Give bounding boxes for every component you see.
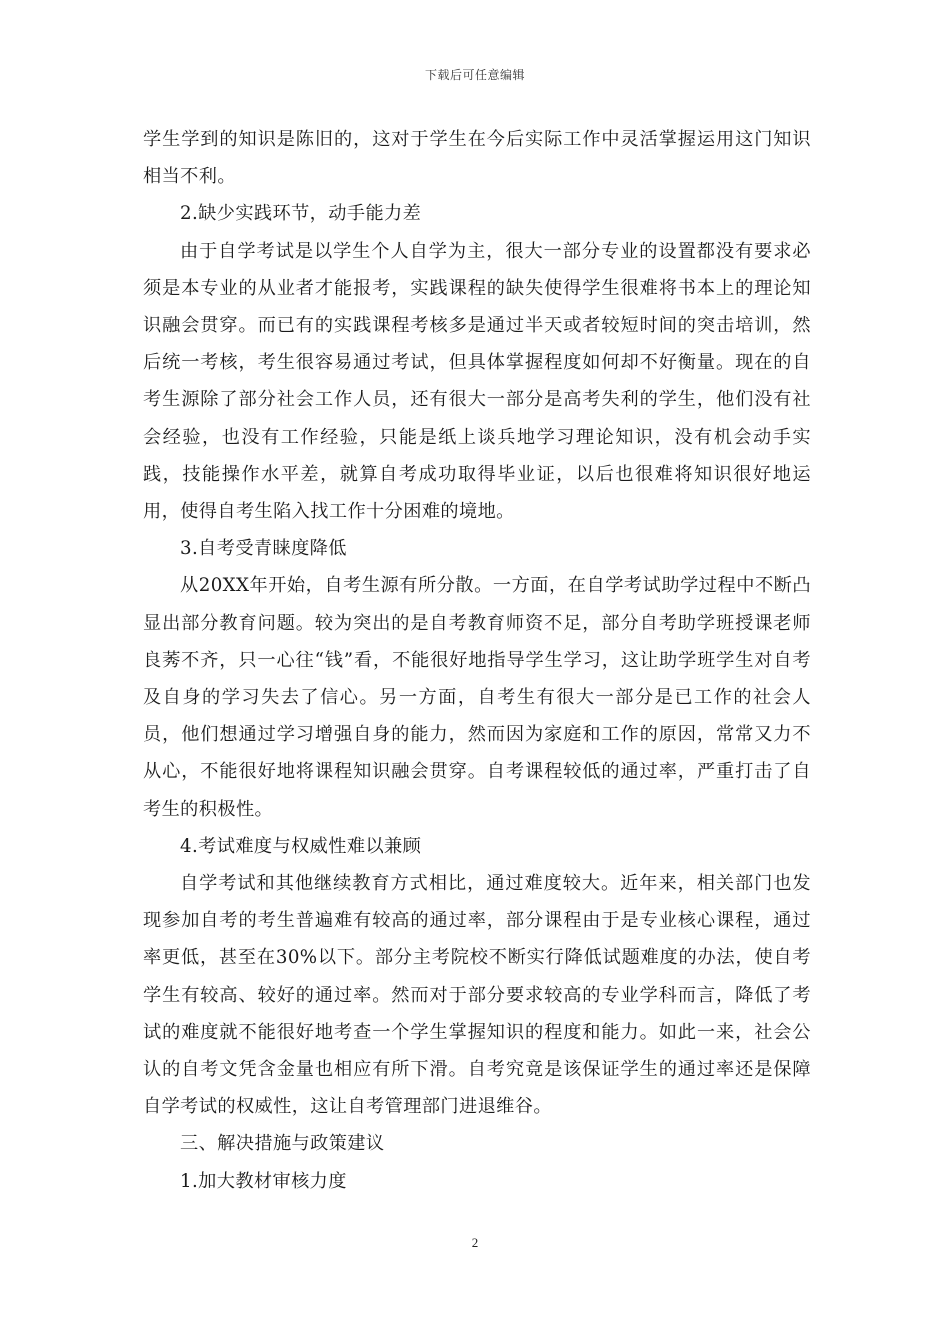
subheading-popularity: 3.自考受青睐度降低 bbox=[180, 538, 347, 560]
paragraph-continuation: 学生学到的知识是陈旧的，这对于学生在今后实际工作中灵活掌握运用这门知识相当不利。 bbox=[143, 129, 811, 188]
section-heading-solutions: 三、解决措施与政策建议 bbox=[180, 1133, 385, 1155]
page-number: 2 bbox=[471, 1235, 479, 1250]
subheading-difficulty: 4.考试难度与权威性难以兼顾 bbox=[180, 835, 422, 857]
paragraph-popularity: 从20XX年开始，自考生源有所分散。一方面，在自学考试助学过程中不断凸显出部分教育问题。较为突出的是自考教育师资不足，部分自考助学班授课老师良莠不齐，只一心往“钱”看，不能很好地指导学生学习，这让助学班学生对自考及自身的学习失去了信心。另一方面，自考生有很大一部分是已工作的社会人员，他们想通过学习增强自身的能力，然而因为家庭和工作的原因，常常又力不从心，不能很好地将课程知识融会贯穿。自考课程较低的通过率，严重打击了自考生的积极性。 bbox=[143, 575, 811, 820]
paragraph-practice: 由于自学考试是以学生个人自学为主，很大一部分专业的设置都没有要求必须是本专业的从业者才能报考，实践课程的缺失使得学生很难将书本上的理论知识融会贯穿。而已有的实践课程考核多是通过半天或者较短时间的突击培训，然后统一考核，考生很容易通过考试，但具体掌握程度如何却不好衡量。现在的自考生源除了部分社会工作人员，还有很大一部分是高考失利的学生，他们没有社会经验，也没有工作经验，只能是纸上谈兵地学习理论知识，没有机会动手实践，技能操作水平差，就算自考成功取得毕业证，以后也很难将知识很好地运用，使得自考生陷入找工作十分困难的境地。 bbox=[143, 240, 811, 523]
subheading-practice: 2.缺少实践环节，动手能力差 bbox=[180, 203, 422, 225]
subheading-textbook-review: 1.加大教材审核力度 bbox=[180, 1170, 347, 1192]
document-body bbox=[143, 121, 811, 1200]
paragraph-difficulty: 自学考试和其他继续教育方式相比，通过难度较大。近年来，相关部门也发现参加自考的考生普遍难有较高的通过率，部分课程由于是专业核心课程，通过率更低，甚至在30%以下。部分主考院校不断实行降低试题难度的办法，使自考学生有较高、较好的通过率。然而对于部分要求较高的专业学科而言，降低了考试的难度就不能很好地考查一个学生掌握知识的程度和能力。如此一来，社会公认的自考文凭含金量也相应有所下滑。自考究竟是该保证学生的通过率还是保障自学考试的权威性，这让自考管理部门进退维谷。 bbox=[143, 873, 811, 1118]
page-header: 下载后可任意编辑 bbox=[424, 68, 525, 82]
